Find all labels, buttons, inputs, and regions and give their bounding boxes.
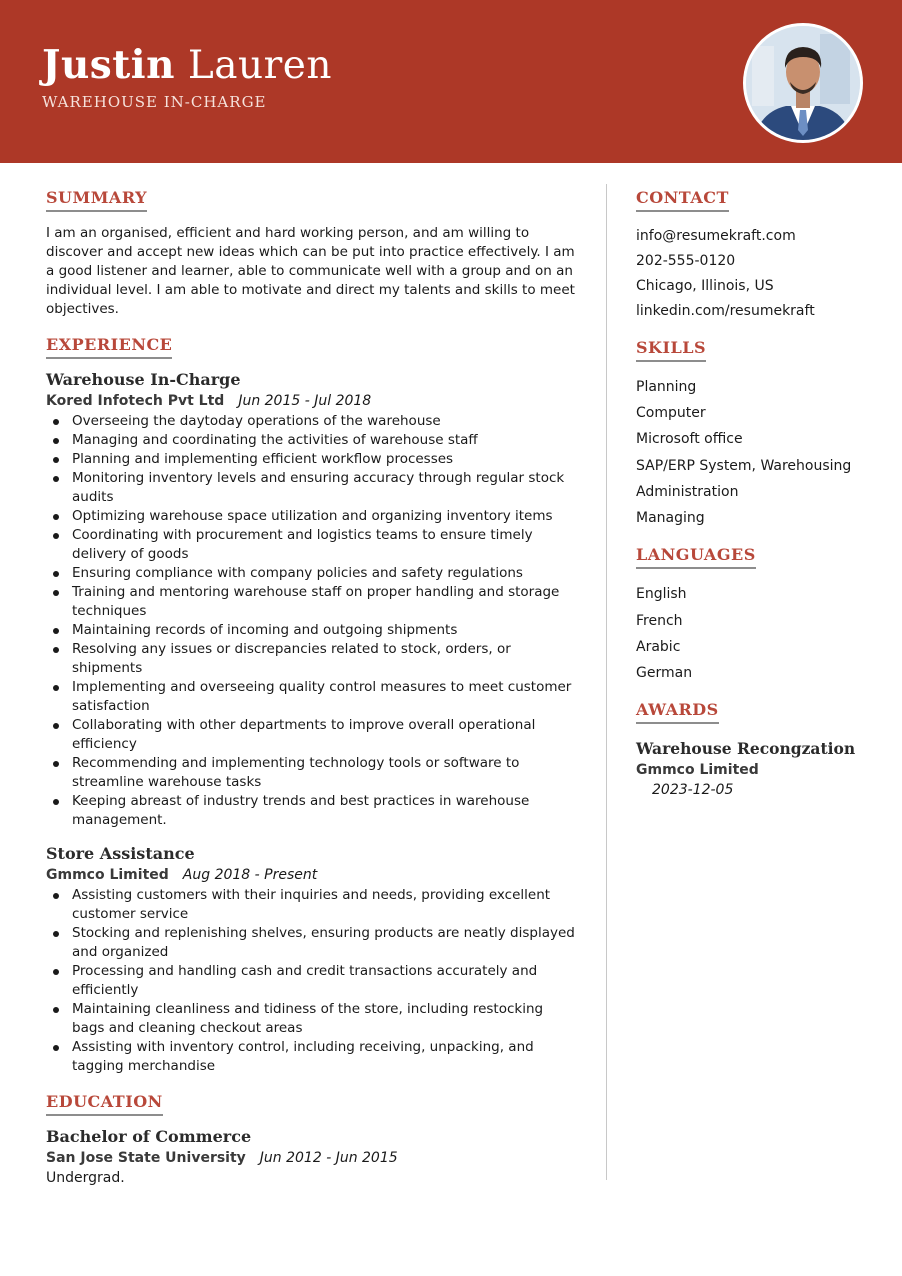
job-dates: Jun 2015 - Jul 2018 [238,393,372,409]
list-item: Keeping abreast of industry trends and best practices in warehouse management. [72,792,578,830]
education-section [46,1092,578,1188]
experience-heading: EXPERIENCE [46,335,172,359]
award-title: Warehouse Recongzation [636,739,856,759]
list-item: English [636,586,687,603]
list-item: Arabic [636,638,681,655]
education-heading: EDUCATION [46,1092,163,1116]
person-portrait-icon [746,26,860,140]
list-item: Planning and implementing efficient workflow processes [72,450,578,469]
list-item: SAP/ERP System, Warehousing [636,457,852,474]
list-item: Computer [636,405,706,422]
candidate-name [42,40,332,91]
list-item: Training and mentoring warehouse staff on proper handling and storage techniques [72,583,578,621]
skills-heading: SKILLS [636,338,706,362]
degree-title: Bachelor of Commerce [46,1127,252,1146]
job-entry [46,843,578,1076]
contact-email[interactable]: info@resumekraft.com [636,228,796,244]
languages-heading: LANGUAGES [636,545,756,569]
list-item: French [636,612,683,629]
list-item: Implementing and overseeing quality control measures to meet customer satisfaction [72,678,578,716]
school-name: San Jose State University [46,1150,246,1166]
profile-photo [743,23,863,143]
list-item: Optimizing warehouse space utilization and organizing inventory items [72,507,578,526]
summary-text: I am an organised, efficient and hard working person, and am willing to discover and accept new ideas which can be put into practice effectively. I am a good listener and learner, able to communicate well with a group and on an individual level. I am able to motivate and direct my talents and skills to meet objectives. [46,225,575,317]
list-item: Monitoring inventory levels and ensuring accuracy through regular stock audits [72,469,578,507]
last-name: Lauren [187,43,332,88]
contact-phone[interactable]: 202-555-0120 [636,253,736,269]
list-item: Resolving any issues or discrepancies related to stock, orders, or shipments [72,640,578,678]
list-item: German [636,665,693,682]
summary-section [46,188,578,319]
awards-heading: AWARDS [636,700,719,724]
sidebar-column [636,188,876,800]
list-item: Administration [636,483,739,500]
award-organization: Gmmco Limited [636,762,759,779]
job-meta [46,866,578,885]
list-item: Planning [636,379,697,395]
job-entry [46,369,578,830]
resume-header [0,0,902,163]
contact-linkedin[interactable]: linkedin.com/resumekraft [636,303,815,319]
list-item: Stocking and replenishing shelves, ensuring products are neatly displayed and organized [72,924,578,962]
education-meta [46,1149,578,1168]
summary-heading: SUMMARY [46,188,147,212]
education-dates: Jun 2012 - Jun 2015 [259,1150,398,1166]
award-date: 2023-12-05 [652,782,734,799]
award-entry [636,738,876,800]
job-meta [46,392,578,411]
list-item: Recommending and implementing technology tools or software to streamline warehouse tasks [72,754,578,792]
awards-section [636,700,876,800]
list-item: Assisting customers with their inquiries and needs, providing excellent customer service [72,886,578,924]
languages-section [636,545,876,686]
list-item: Managing and coordinating the activities of warehouse staff [72,431,578,450]
column-divider [606,184,607,1180]
list-item: Maintaining records of incoming and outgoing shipments [72,621,578,640]
contact-section [636,188,876,324]
list-item: Collaborating with other departments to improve overall operational efficiency [72,716,578,754]
first-name: Justin [42,42,175,88]
contact-heading: CONTACT [636,188,729,212]
list-item: Managing [636,510,705,527]
contact-list [636,224,876,324]
skills-list [636,374,876,531]
company-name: Kored Infotech Pvt Ltd [46,393,225,409]
list-item: Microsoft office [636,431,743,448]
list-item: Processing and handling cash and credit transactions accurately and efficiently [72,962,578,1000]
education-note: Undergrad. [46,1170,125,1186]
list-item: Assisting with inventory control, including receiving, unpacking, and tagging merchandise [72,1038,578,1076]
job-responsibilities [46,886,578,1076]
skills-section [636,338,876,531]
job-title: Warehouse In-Charge [46,370,241,389]
experience-section [46,335,578,1076]
list-item: Overseeing the daytoday operations of the warehouse [72,412,578,431]
job-role: WAREHOUSE IN-CHARGE [42,93,267,111]
list-item: Coordinating with procurement and logistics teams to ensure timely delivery of goods [72,526,578,564]
languages-list [636,581,876,686]
company-name: Gmmco Limited [46,867,169,883]
list-item: Ensuring compliance with company policies and safety regulations [72,564,578,583]
main-column [46,188,578,1188]
job-title: Store Assistance [46,844,195,863]
contact-location: Chicago, Illinois, US [636,278,774,294]
list-item: Maintaining cleanliness and tidiness of the store, including restocking bags and cleaning checkout areas [72,1000,578,1038]
job-responsibilities [46,412,578,830]
education-entry [46,1126,578,1188]
job-dates: Aug 2018 - Present [182,867,318,883]
